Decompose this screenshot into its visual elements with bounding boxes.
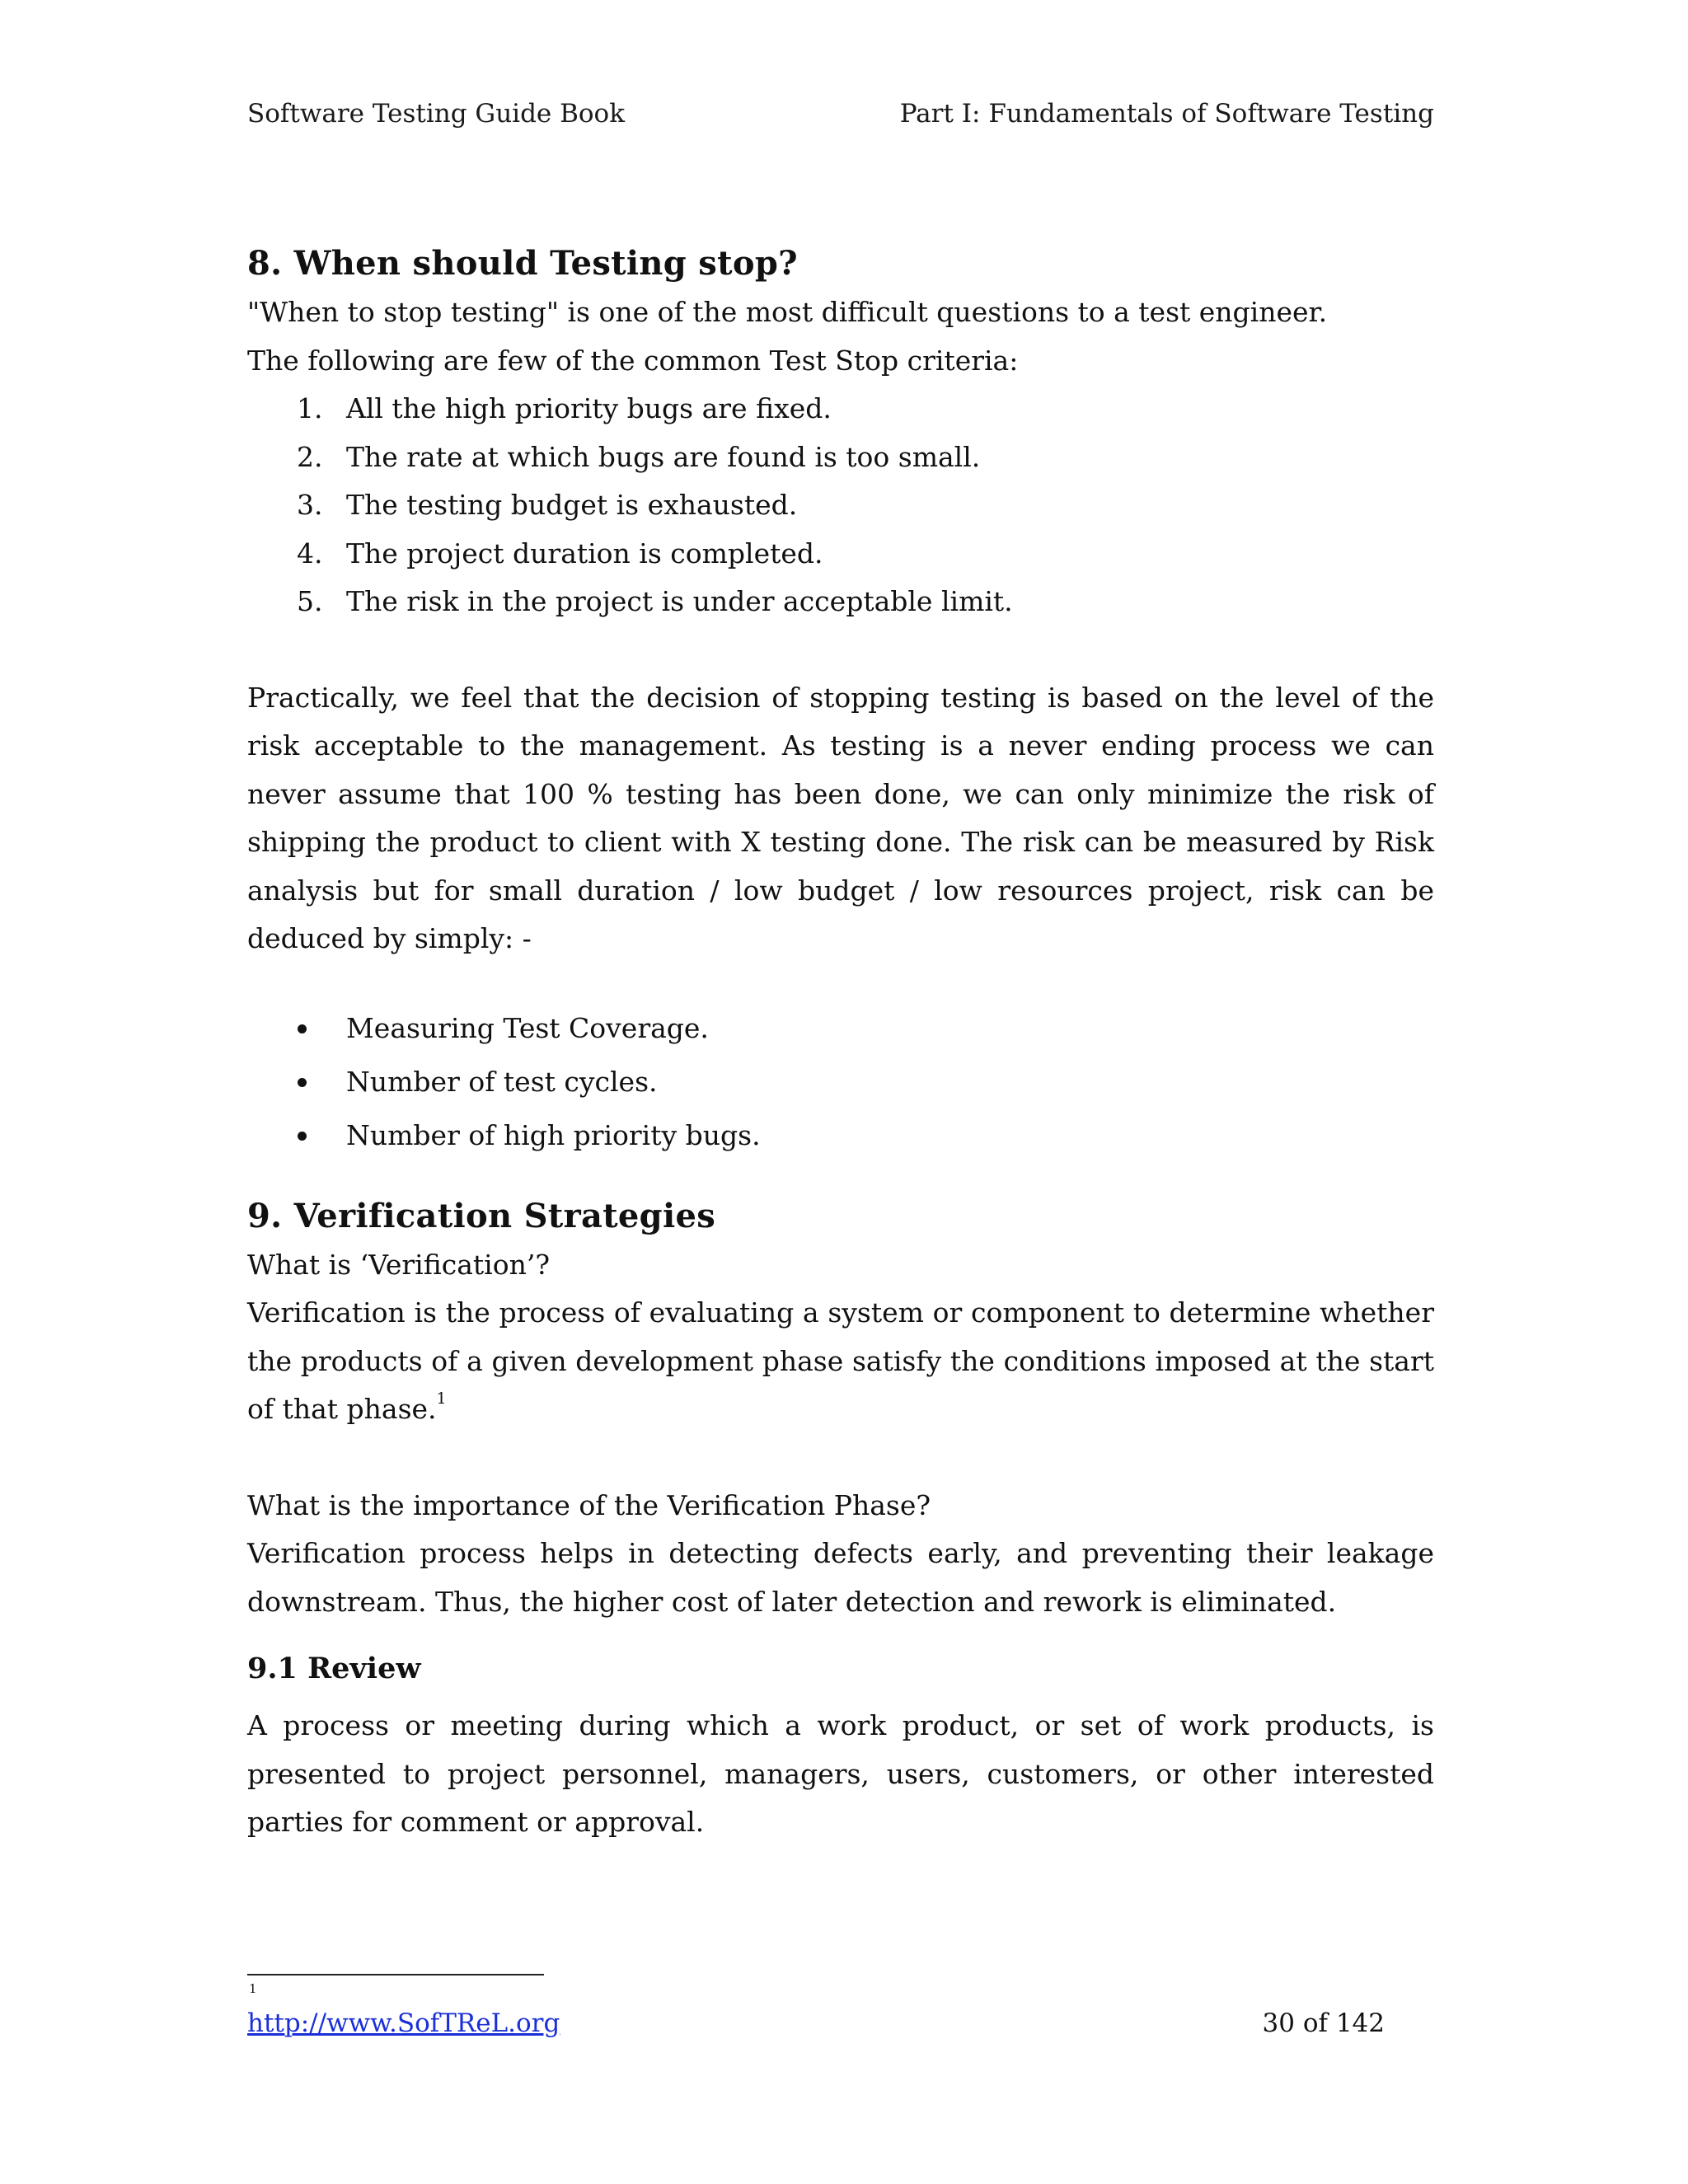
footnote-divider xyxy=(247,1974,544,1975)
list-item-text: Number of high priority bugs. xyxy=(346,1118,761,1151)
section-9-1-heading: 9.1 Review xyxy=(247,1652,421,1685)
list-item xyxy=(247,578,1434,626)
verification-definition-text: Verification is the process of evaluating a system or component to determine whether the products of a given development phase satisfy the conditions imposed at the start of that phase. xyxy=(247,1296,1434,1425)
risk-measures-list xyxy=(247,1001,1434,1162)
list-item xyxy=(247,1108,1434,1162)
verification-definition xyxy=(247,1289,1434,1434)
page-footer xyxy=(247,2007,1385,2040)
importance-answer: Verification process helps in detecting defects early, and preventing their leakage downstream. Thus, the higher cost of later detection and rework is eliminated. xyxy=(247,1537,1434,1618)
footnote-reference[interactable]: 1 xyxy=(436,1390,447,1408)
list-number: 3. xyxy=(297,489,323,521)
stop-criteria-list xyxy=(247,385,1434,626)
review-definition: A process or meeting during which a work product, or set of work products, is presented to project personnel, managers, users, customers, or other interested parties for comment or approval. xyxy=(247,1709,1434,1838)
list-item-text: The testing budget is exhausted. xyxy=(346,489,798,521)
list-number: 5. xyxy=(297,585,323,617)
document-page xyxy=(247,0,1434,2184)
list-item xyxy=(247,1001,1434,1055)
header-book-title: Software Testing Guide Book xyxy=(247,99,626,129)
verification-question: What is ‘Verification’? xyxy=(247,1248,551,1281)
bullet-icon xyxy=(298,1132,307,1141)
page-content xyxy=(247,239,1434,1847)
list-item-text: Measuring Test Coverage. xyxy=(346,1011,709,1044)
section-8-intro-1: "When to stop testing" is one of the most difficult questions to a test engineer. xyxy=(247,296,1328,328)
list-item-text: The rate at which bugs are found is too small. xyxy=(346,440,981,473)
list-item-text: The project duration is completed. xyxy=(346,537,823,569)
list-number: 1. xyxy=(297,392,323,424)
bullet-icon xyxy=(298,1024,307,1033)
footnote-mark: 1 xyxy=(249,1981,257,1996)
page-number: 30 of 142 xyxy=(1262,2008,1385,2038)
list-item xyxy=(247,1055,1434,1108)
list-number: 4. xyxy=(297,537,323,569)
section-9-heading: 9. Verification Strategies xyxy=(247,1196,716,1235)
list-item-text: Number of test cycles. xyxy=(346,1065,658,1098)
running-header xyxy=(247,97,1434,130)
section-8-heading: 8. When should Testing stop? xyxy=(247,244,798,283)
header-part-title: Part I: Fundamentals of Software Testing xyxy=(899,99,1434,129)
list-item xyxy=(247,434,1434,482)
section-8-intro-2: The following are few of the common Test Stop criteria: xyxy=(247,344,1019,377)
list-item-text: All the high priority bugs are fixed. xyxy=(346,392,832,424)
bullet-icon xyxy=(298,1078,307,1087)
list-item xyxy=(247,530,1434,579)
list-number: 2. xyxy=(297,440,323,473)
list-item xyxy=(247,385,1434,434)
list-item-text: The risk in the project is under acceptable limit. xyxy=(346,585,1013,617)
list-item xyxy=(247,481,1434,530)
softrel-link[interactable]: http://www.SofTReL.org xyxy=(247,2008,560,2038)
importance-question: What is the importance of the Verification Phase? xyxy=(247,1488,931,1521)
section-8-paragraph: Practically, we feel that the decision of stopping testing is based on the level of the risk acceptable to the management. As testing is a never ending process we can never assume that 100 % testing has been done, we can only minimize the risk of shipping the product to client with X testing done. The risk can be measured by Risk analysis but for small duration / low budget / low resources project, risk can be deduced by simply: - xyxy=(247,681,1434,954)
